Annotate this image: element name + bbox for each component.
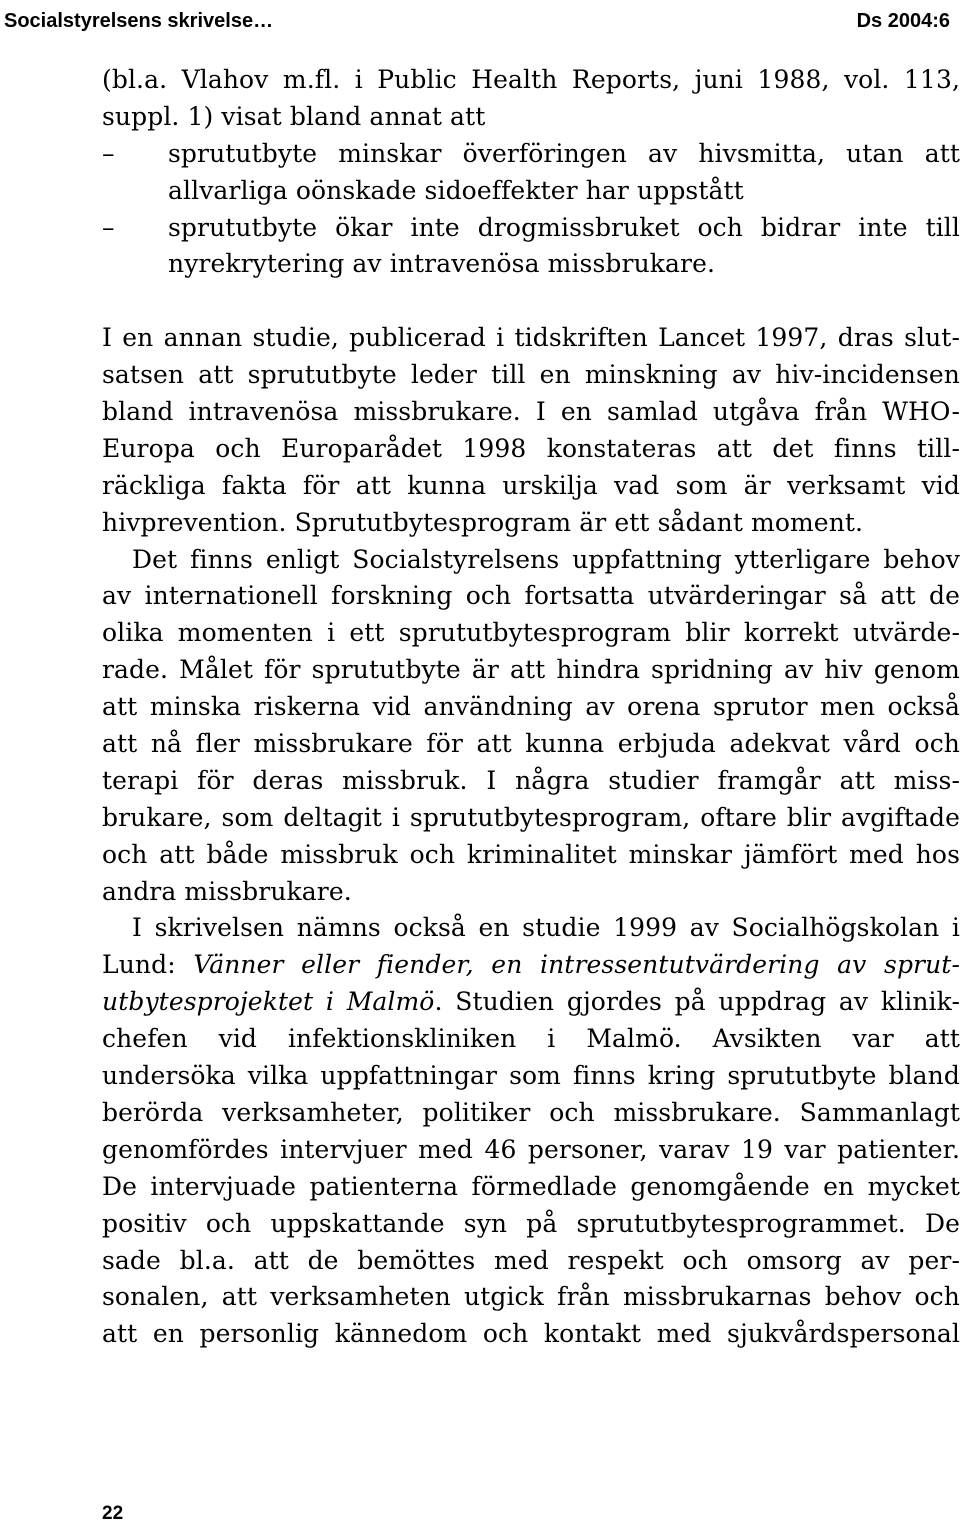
text-line: olika momenten i ett sprututbytesprogram blir korrekt utvärde- — [102, 618, 960, 648]
text-line: suppl. 1) visat bland annat att — [102, 101, 486, 131]
text-line: De intervjuade patienterna förmedlade genomgående en mycket — [102, 1171, 960, 1201]
text-line: chefen vid infektionskliniken i Malmö. Avsikten var att — [102, 1024, 960, 1054]
text-line: sonalen, att verksamheten utgick från missbrukarnas behov och — [102, 1282, 960, 1312]
study-title: Vänner eller fiender, en intressentutvärdering av sprut- — [193, 950, 960, 980]
text-line: I skrivelsen nämns också en studie 1999 av Socialhögskolan i — [132, 913, 960, 943]
text-line: att minska riskerna vid användning av orena sprutor men också — [102, 692, 960, 722]
text-fragment: . Studien gjordes på uppdrag av klinik- — [434, 987, 960, 1017]
dash-bullet: – — [102, 212, 115, 242]
text-line: räckliga fakta för att kunna urskilja vad som är verksamt vid — [102, 470, 960, 500]
text-line: undersöka vilka uppfattningar som finns kring sprututbyte bland — [102, 1061, 960, 1091]
text-line: av internationell forskning och fortsatta utvärderingar så att de — [102, 581, 960, 611]
text-fragment: Lund: — [102, 950, 194, 980]
running-header — [4, 6, 950, 36]
paragraph-1 — [102, 62, 960, 283]
text-line: och att både missbruk och kriminalitet minskar jämfört med hos — [102, 839, 960, 869]
text-line: att en personlig kännedom och kontakt med sjukvårdspersonal — [102, 1319, 960, 1349]
document-reference: Ds 2004:6 — [856, 10, 950, 32]
text-line — [102, 984, 960, 1021]
text-line: rade. Målet för sprututbyte är att hindra spridning av hiv genom — [102, 655, 960, 685]
list-item-text: sprututbyte ökar inte drogmissbruket och bidrar inte till — [168, 212, 960, 242]
list-item — [102, 210, 960, 247]
text-line — [102, 947, 960, 984]
text-line: genomfördes intervjuer med 46 personer, varav 19 var patienter. — [102, 1134, 960, 1164]
study-title: utbytesprojektet i Malmö — [102, 987, 435, 1017]
text-line: brukare, som deltagit i sprututbytesprogram, oftare blir avgiftade — [102, 802, 960, 832]
text-line: nyrekrytering av intravenösa missbrukare. — [168, 249, 716, 279]
text-line: hivprevention. Sprututbytesprogram är ett sådant moment. — [102, 507, 864, 537]
text-line: sade bl.a. att de bemöttes med respekt och omsorg av per- — [102, 1245, 960, 1275]
text-line: (bl.a. Vlahov m.fl. i Public Health Reports, juni 1988, vol. 113, — [102, 65, 960, 94]
text-line: positiv och uppskattande syn på sprututbytesprogrammet. De — [102, 1208, 960, 1238]
text-line: allvarliga oönskade sidoeffekter har uppstått — [168, 175, 744, 205]
text-line: bland intravenösa missbrukare. I en samlad utgåva från WHO- — [102, 397, 960, 427]
text-line: Det finns enligt Socialstyrelsens uppfattning ytterligare behov — [132, 544, 960, 574]
text-line: att nå fler missbrukare för att kunna erbjuda adekvat vård och — [102, 729, 960, 759]
document-title: Socialstyrelsens skrivelse… — [4, 10, 274, 32]
text-line: andra missbrukare. — [102, 876, 352, 906]
list-item — [102, 136, 960, 173]
page-body — [102, 62, 960, 1353]
list-item-text: sprututbyte minskar överföringen av hivsmitta, utan att — [168, 138, 960, 168]
text-line: berörda verksamheter, politiker och missbrukare. Sammanlagt — [102, 1097, 960, 1127]
paragraph-2 — [102, 320, 960, 541]
text-line: Europa och Europarådet 1998 konstateras att det finns till- — [102, 433, 960, 463]
paragraph-3 — [102, 542, 960, 911]
page-number: 22 — [102, 1503, 124, 1524]
dash-bullet: – — [102, 138, 115, 168]
text-line: satsen att sprututbyte leder till en minskning av hiv-incidensen — [102, 360, 960, 390]
text-line: terapi för deras missbruk. I några studier framgår att miss- — [102, 765, 960, 795]
text-line: I en annan studie, publicerad i tidskriften Lancet 1997, dras slut- — [102, 323, 960, 353]
paragraph-4 — [102, 910, 960, 1353]
